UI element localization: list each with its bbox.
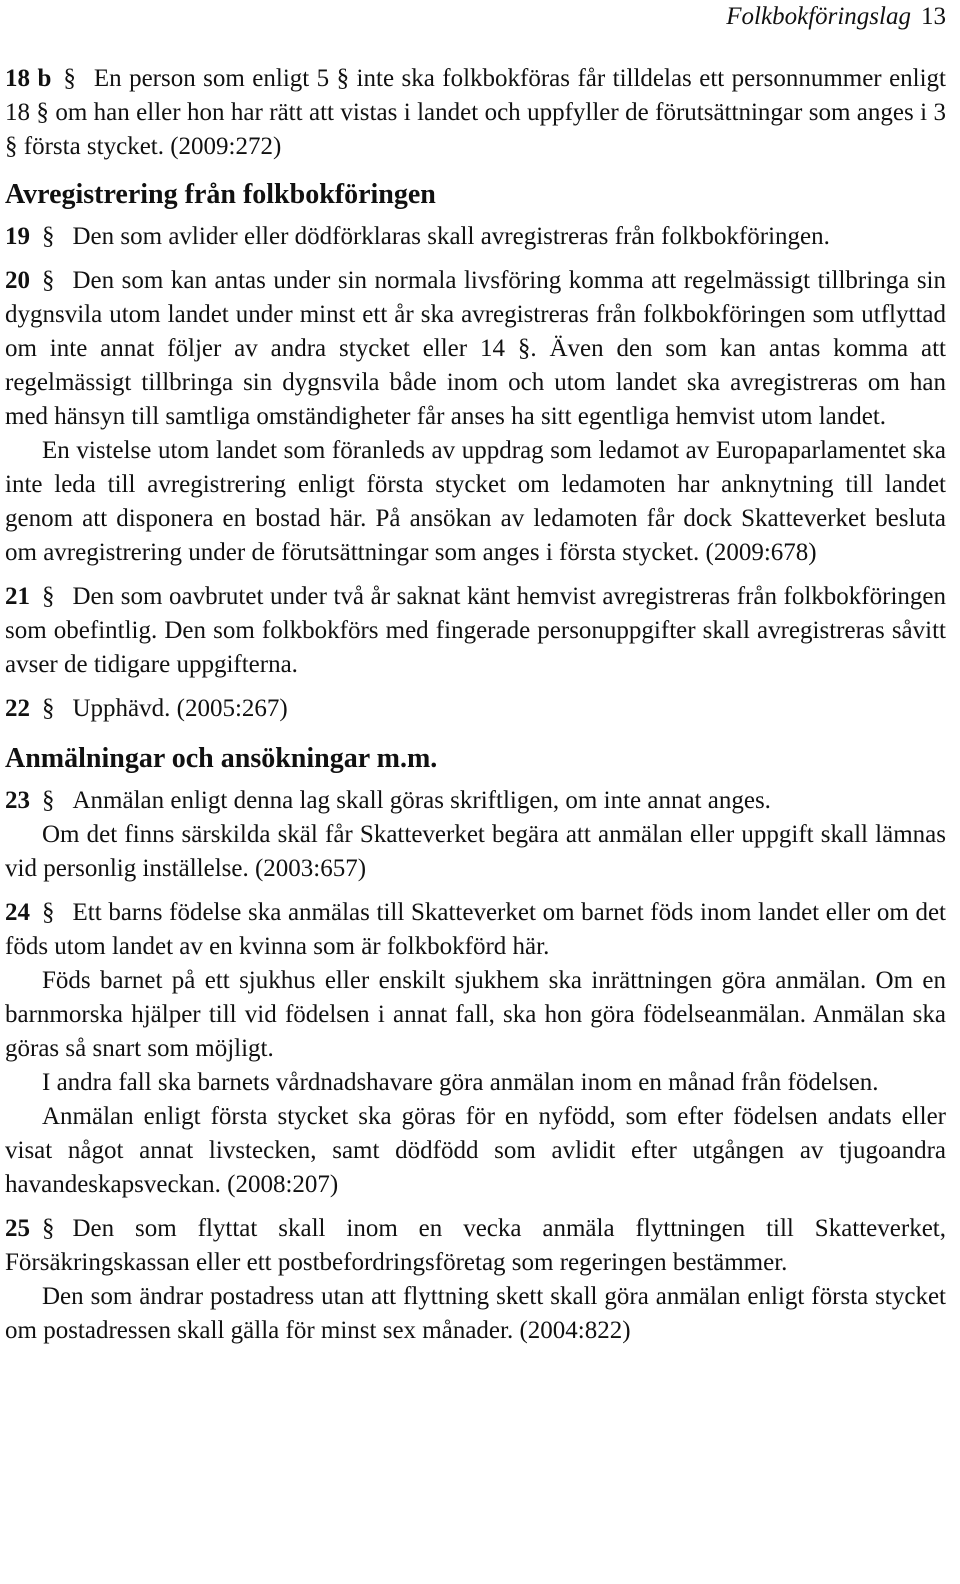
section-24-paragraph-3: I andra fall ska barnets vårdnadshavare göra anmälan inom en månad från födelsen. (42, 1069, 879, 1096)
section-23-paragraph-2: Om det finns särskilda skäl får Skatteverket begära att anmälan eller uppgift skall lämnas vid personlig inställelse. (2003:657) (5, 821, 946, 882)
section-number: 24 (5, 899, 30, 926)
paragraph-sign: § (42, 583, 55, 610)
section-text: En person som enligt 5 § inte ska folkbokföras får tilldelas ett personnummer enligt 18 § om han eller hon har rätt att vistas i landet och uppfyller de förutsättningar som anges i 3 § första stycket. (2009:272) (5, 65, 947, 160)
section-text: Den som oavbrutet under två år saknat känt hemvist avregistreras från folkbokföringen som obefintlig. Den som folkbokförs med fingerade personuppgifter skall avregistreras såvitt avser de tidigare uppgifterna. (5, 583, 946, 678)
section-number: 18 b (5, 65, 52, 92)
law-title: Folkbokföringslag (726, 3, 911, 30)
section-23 (5, 784, 946, 818)
section-number: 21 (5, 583, 30, 610)
paragraph-sign: § (42, 267, 55, 294)
section-text: Den som avlider eller dödförklaras skall avregistreras från folkbokföringen. (72, 223, 830, 250)
section-text: Ett barns födelse ska anmälas till Skatteverket om barnet föds inom landet eller om det föds utom landet av en kvinna som är folkbokförd här. (5, 899, 946, 960)
section-25 (5, 1212, 946, 1280)
section-24 (5, 896, 946, 964)
law-text (5, 62, 946, 1348)
section-text: Den som flyttat skall inom en vecka anmäla flyttningen till Skatteverket, Försäkringskassan eller ett postbefordringsföretag som regeringen bestämmer. (5, 1215, 946, 1276)
section-number: 19 (5, 223, 30, 250)
section-21 (5, 580, 946, 682)
section-20 (5, 264, 946, 434)
section-number: 22 (5, 695, 30, 722)
heading-avregistrering: Avregistrering från folkbokföringen (5, 179, 436, 210)
section-number: 23 (5, 787, 30, 814)
section-text: Upphävd. (2005:267) (72, 695, 288, 722)
section-19 (5, 220, 946, 254)
section-22 (5, 692, 946, 726)
section-20-paragraph-2: En vistelse utom landet som föranleds av uppdrag som ledamot av Europaparlamentet ska inte leda till avregistrering enligt första stycket om ledamoten har anknytning till landet genom att disponera en bostad här. På ansökan av ledamoten får dock Skatteverket besluta om avregistrering under de förutsättningar som anges i första stycket. (2009:678) (5, 437, 946, 566)
section-number: 20 (5, 267, 30, 294)
section-18b (5, 62, 946, 164)
paragraph-sign: § (63, 65, 76, 92)
section-25-paragraph-2: Den som ändrar postadress utan att flyttning skett skall göra anmälan enligt första stycket om postadressen skall gälla för minst sex månader. (2004:822) (5, 1283, 946, 1344)
section-text: Anmälan enligt denna lag skall göras skriftligen, om inte annat anges. (72, 787, 771, 814)
paragraph-sign: § (42, 787, 55, 814)
section-24-paragraph-4: Anmälan enligt första stycket ska göras för en nyfödd, som efter födelsen andats eller visat något annat livstecken, samt dödfödd som avlidit efter utgången av tjugoandra havandeskapsveckan. (2008:207) (5, 1103, 946, 1198)
paragraph-sign: § (42, 695, 55, 722)
section-text: Den som kan antas under sin normala livsföring komma att regelmässigt tillbringa sin dygnsvila utom landet under minst ett år ska avregistreras från folkbokföringen som utflyttad om inte annat följer av andra stycket eller 14 §. Även den som kan antas komma att regelmässigt tillbringa sin dygnsvila både inom och utom landet ska avregistreras om han med hänsyn till samtliga omständigheter får anses ha sitt egentliga hemvist utom landet. (5, 267, 946, 430)
paragraph-sign: § (42, 223, 55, 250)
section-24-paragraph-2: Föds barnet på ett sjukhus eller enskilt sjukhem ska inrättningen göra anmälan. Om en barnmorska hjälper till vid födelsen i annat fall, ska hon göra födelseanmälan. Anmälan ska göras så snart som möjligt. (5, 967, 946, 1062)
page-number: 13 (921, 3, 946, 30)
running-header (726, 2, 946, 32)
paragraph-sign: § (42, 899, 55, 926)
heading-anmalningar: Anmälningar och ansökningar m.m. (5, 743, 438, 774)
section-number: 25 (5, 1215, 30, 1242)
paragraph-sign: § (42, 1215, 55, 1242)
